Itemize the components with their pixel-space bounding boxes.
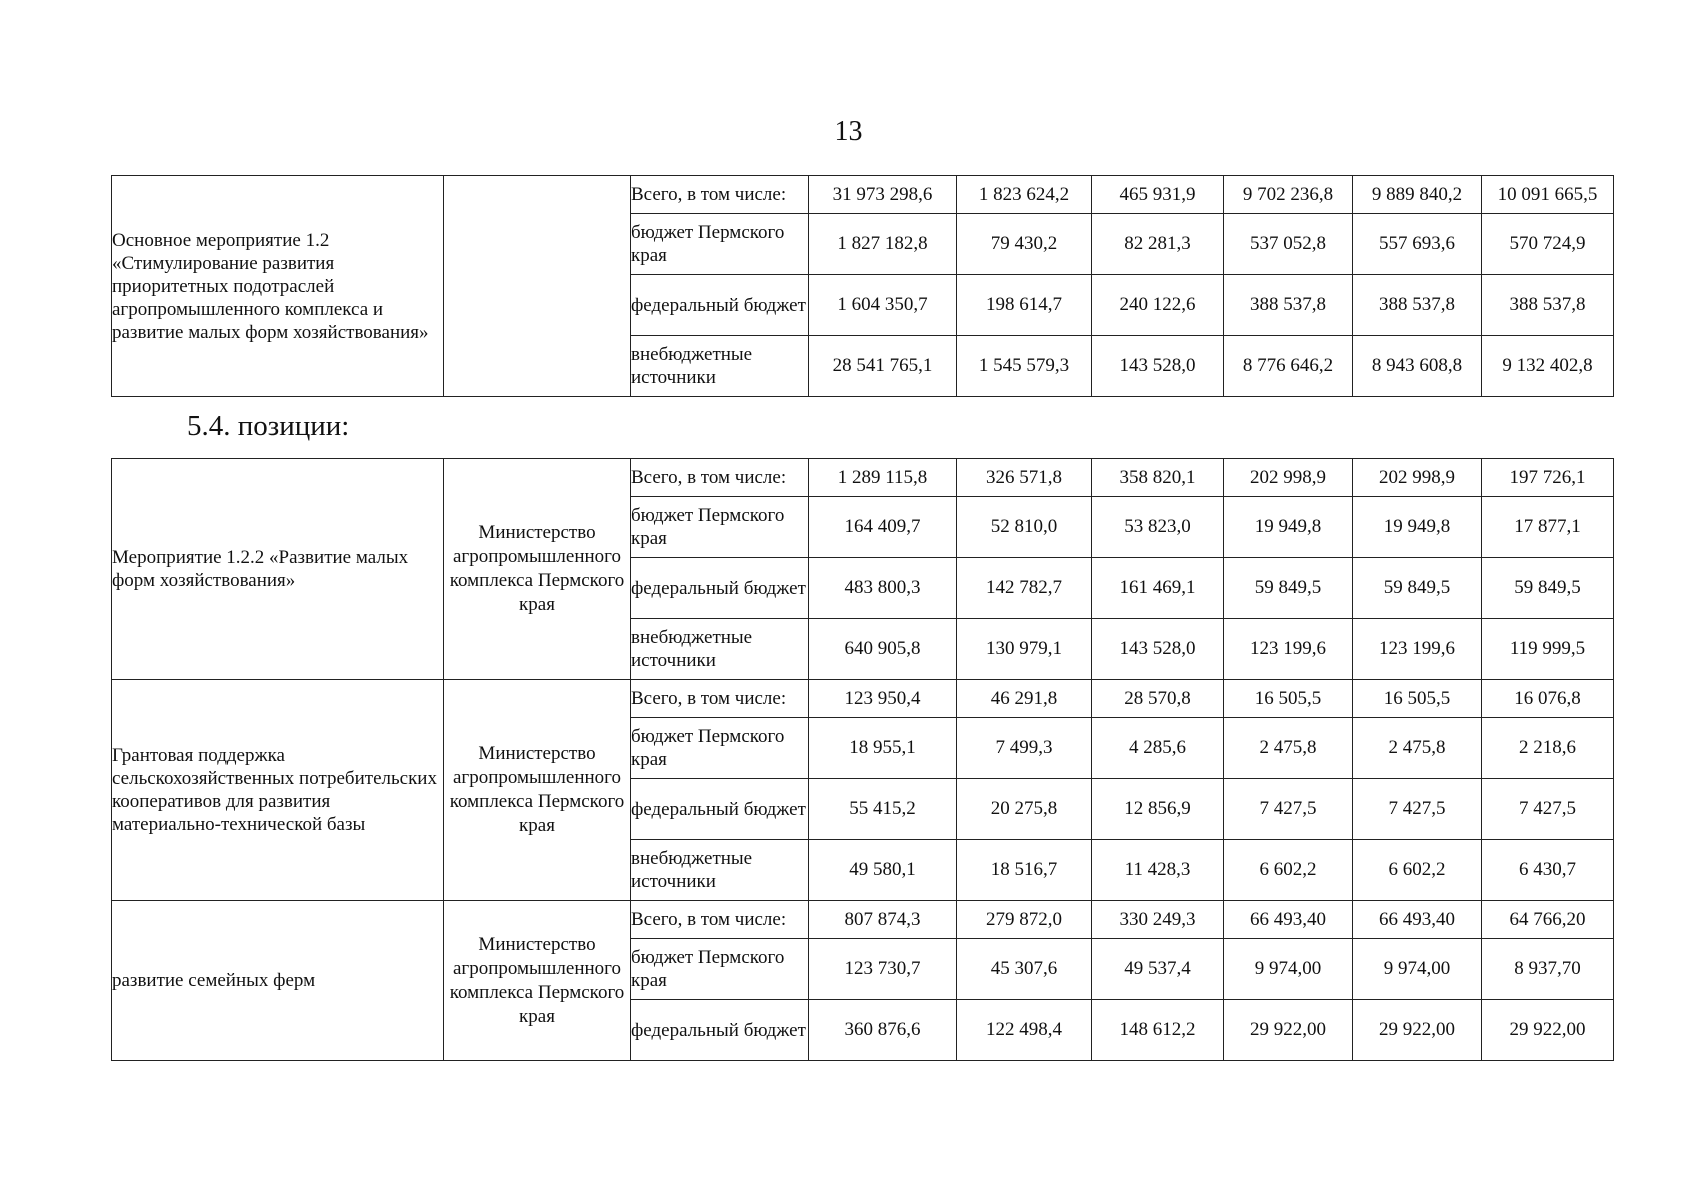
value-cell: 161 469,1 bbox=[1092, 558, 1224, 619]
value-cell: 2 218,6 bbox=[1482, 718, 1614, 779]
value-cell: 197 726,1 bbox=[1482, 459, 1614, 497]
value-cell: 6 430,7 bbox=[1482, 840, 1614, 901]
value-cell: 143 528,0 bbox=[1092, 619, 1224, 680]
value-cell: 1 827 182,8 bbox=[809, 214, 957, 275]
value-cell: 19 949,8 bbox=[1353, 497, 1482, 558]
value-cell: 10 091 665,5 bbox=[1482, 176, 1614, 214]
table-row bbox=[112, 680, 1614, 718]
value-cell: 8 937,70 bbox=[1482, 939, 1614, 1000]
value-cell: 8 776 646,2 bbox=[1224, 336, 1353, 397]
value-cell: 28 541 765,1 bbox=[809, 336, 957, 397]
value-cell: 64 766,20 bbox=[1482, 901, 1614, 939]
value-cell: 358 820,1 bbox=[1092, 459, 1224, 497]
activity-name-cell: Основное мероприятие 1.2 «Стимулирование развития приоритетных подотраслей агропромышленного комплекса и развитие малых форм хозяйствования» bbox=[112, 176, 444, 397]
value-cell: 123 730,7 bbox=[809, 939, 957, 1000]
value-cell: 1 604 350,7 bbox=[809, 275, 957, 336]
value-cell: 570 724,9 bbox=[1482, 214, 1614, 275]
value-cell: 202 998,9 bbox=[1353, 459, 1482, 497]
value-cell: 164 409,7 bbox=[809, 497, 957, 558]
budget-table-main-activity bbox=[111, 175, 1614, 397]
value-cell: 7 427,5 bbox=[1224, 779, 1353, 840]
value-cell: 483 800,3 bbox=[809, 558, 957, 619]
value-cell: 7 427,5 bbox=[1482, 779, 1614, 840]
value-cell: 29 922,00 bbox=[1353, 1000, 1482, 1061]
value-cell: 465 931,9 bbox=[1092, 176, 1224, 214]
value-cell: 18 516,7 bbox=[957, 840, 1092, 901]
responsible-executor-cell bbox=[444, 176, 631, 397]
funding-source-total: Всего, в том числе: bbox=[631, 680, 809, 718]
value-cell: 9 974,00 bbox=[1224, 939, 1353, 1000]
value-cell: 7 499,3 bbox=[957, 718, 1092, 779]
funding-source-extrabudgetary: внебюджетные источники bbox=[631, 840, 809, 901]
value-cell: 28 570,8 bbox=[1092, 680, 1224, 718]
activity-name-cell: развитие семейных ферм bbox=[112, 901, 444, 1061]
value-cell: 16 076,8 bbox=[1482, 680, 1614, 718]
value-cell: 2 475,8 bbox=[1224, 718, 1353, 779]
value-cell: 55 415,2 bbox=[809, 779, 957, 840]
value-cell: 59 849,5 bbox=[1224, 558, 1353, 619]
table-row bbox=[112, 459, 1614, 497]
value-cell: 11 428,3 bbox=[1092, 840, 1224, 901]
page-number: 13 bbox=[834, 116, 863, 147]
funding-source-extrabudgetary: внебюджетные источники bbox=[631, 336, 809, 397]
value-cell: 6 602,2 bbox=[1224, 840, 1353, 901]
value-cell: 45 307,6 bbox=[957, 939, 1092, 1000]
funding-source-regional: бюджет Пермского края bbox=[631, 939, 809, 1000]
value-cell: 143 528,0 bbox=[1092, 336, 1224, 397]
value-cell: 52 810,0 bbox=[957, 497, 1092, 558]
activity-name-cell: Грантовая поддержка сельскохозяйственных потребительских кооперативов для развития материально-технической базы bbox=[112, 680, 444, 901]
value-cell: 388 537,8 bbox=[1482, 275, 1614, 336]
value-cell: 279 872,0 bbox=[957, 901, 1092, 939]
value-cell: 123 199,6 bbox=[1353, 619, 1482, 680]
value-cell: 1 289 115,8 bbox=[809, 459, 957, 497]
value-cell: 53 823,0 bbox=[1092, 497, 1224, 558]
value-cell: 123 950,4 bbox=[809, 680, 957, 718]
value-cell: 66 493,40 bbox=[1353, 901, 1482, 939]
funding-source-regional: бюджет Пермского края bbox=[631, 214, 809, 275]
value-cell: 8 943 608,8 bbox=[1353, 336, 1482, 397]
value-cell: 18 955,1 bbox=[809, 718, 957, 779]
value-cell: 537 052,8 bbox=[1224, 214, 1353, 275]
value-cell: 49 537,4 bbox=[1092, 939, 1224, 1000]
funding-source-regional: бюджет Пермского края bbox=[631, 718, 809, 779]
value-cell: 59 849,5 bbox=[1482, 558, 1614, 619]
funding-source-total: Всего, в том числе: bbox=[631, 176, 809, 214]
value-cell: 388 537,8 bbox=[1224, 275, 1353, 336]
value-cell: 9 702 236,8 bbox=[1224, 176, 1353, 214]
value-cell: 360 876,6 bbox=[809, 1000, 957, 1061]
value-cell: 31 973 298,6 bbox=[809, 176, 957, 214]
value-cell: 17 877,1 bbox=[1482, 497, 1614, 558]
value-cell: 49 580,1 bbox=[809, 840, 957, 901]
value-cell: 557 693,6 bbox=[1353, 214, 1482, 275]
value-cell: 29 922,00 bbox=[1224, 1000, 1353, 1061]
value-cell: 240 122,6 bbox=[1092, 275, 1224, 336]
value-cell: 82 281,3 bbox=[1092, 214, 1224, 275]
value-cell: 9 889 840,2 bbox=[1353, 176, 1482, 214]
responsible-executor-cell: Министерство агропромышленного комплекса Пермского края bbox=[444, 459, 631, 680]
value-cell: 16 505,5 bbox=[1224, 680, 1353, 718]
budget-table-positions bbox=[111, 458, 1614, 1061]
value-cell: 148 612,2 bbox=[1092, 1000, 1224, 1061]
responsible-executor-cell: Министерство агропромышленного комплекса Пермского края bbox=[444, 680, 631, 901]
value-cell: 202 998,9 bbox=[1224, 459, 1353, 497]
funding-source-federal: федеральный бюджет bbox=[631, 1000, 809, 1061]
table-row bbox=[112, 901, 1614, 939]
value-cell: 388 537,8 bbox=[1353, 275, 1482, 336]
funding-source-total: Всего, в том числе: bbox=[631, 901, 809, 939]
value-cell: 640 905,8 bbox=[809, 619, 957, 680]
value-cell: 79 430,2 bbox=[957, 214, 1092, 275]
table-row bbox=[112, 176, 1614, 214]
value-cell: 1 545 579,3 bbox=[957, 336, 1092, 397]
funding-source-federal: федеральный бюджет bbox=[631, 779, 809, 840]
value-cell: 119 999,5 bbox=[1482, 619, 1614, 680]
funding-source-federal: федеральный бюджет bbox=[631, 558, 809, 619]
value-cell: 326 571,8 bbox=[957, 459, 1092, 497]
value-cell: 142 782,7 bbox=[957, 558, 1092, 619]
value-cell: 807 874,3 bbox=[809, 901, 957, 939]
value-cell: 4 285,6 bbox=[1092, 718, 1224, 779]
value-cell: 122 498,4 bbox=[957, 1000, 1092, 1061]
value-cell: 123 199,6 bbox=[1224, 619, 1353, 680]
value-cell: 29 922,00 bbox=[1482, 1000, 1614, 1061]
value-cell: 59 849,5 bbox=[1353, 558, 1482, 619]
value-cell: 12 856,9 bbox=[1092, 779, 1224, 840]
value-cell: 9 974,00 bbox=[1353, 939, 1482, 1000]
value-cell: 1 823 624,2 bbox=[957, 176, 1092, 214]
value-cell: 2 475,8 bbox=[1353, 718, 1482, 779]
value-cell: 6 602,2 bbox=[1353, 840, 1482, 901]
funding-source-extrabudgetary: внебюджетные источники bbox=[631, 619, 809, 680]
value-cell: 9 132 402,8 bbox=[1482, 336, 1614, 397]
value-cell: 16 505,5 bbox=[1353, 680, 1482, 718]
value-cell: 66 493,40 bbox=[1224, 901, 1353, 939]
section-heading: 5.4. позиции: bbox=[187, 410, 350, 442]
activity-name-cell: Мероприятие 1.2.2 «Развитие малых форм хозяйствования» bbox=[112, 459, 444, 680]
value-cell: 46 291,8 bbox=[957, 680, 1092, 718]
value-cell: 20 275,8 bbox=[957, 779, 1092, 840]
value-cell: 7 427,5 bbox=[1353, 779, 1482, 840]
funding-source-total: Всего, в том числе: bbox=[631, 459, 809, 497]
value-cell: 330 249,3 bbox=[1092, 901, 1224, 939]
value-cell: 19 949,8 bbox=[1224, 497, 1353, 558]
value-cell: 198 614,7 bbox=[957, 275, 1092, 336]
funding-source-regional: бюджет Пермского края bbox=[631, 497, 809, 558]
value-cell: 130 979,1 bbox=[957, 619, 1092, 680]
funding-source-federal: федеральный бюджет bbox=[631, 275, 809, 336]
responsible-executor-cell: Министерство агропромышленного комплекса Пермского края bbox=[444, 901, 631, 1061]
